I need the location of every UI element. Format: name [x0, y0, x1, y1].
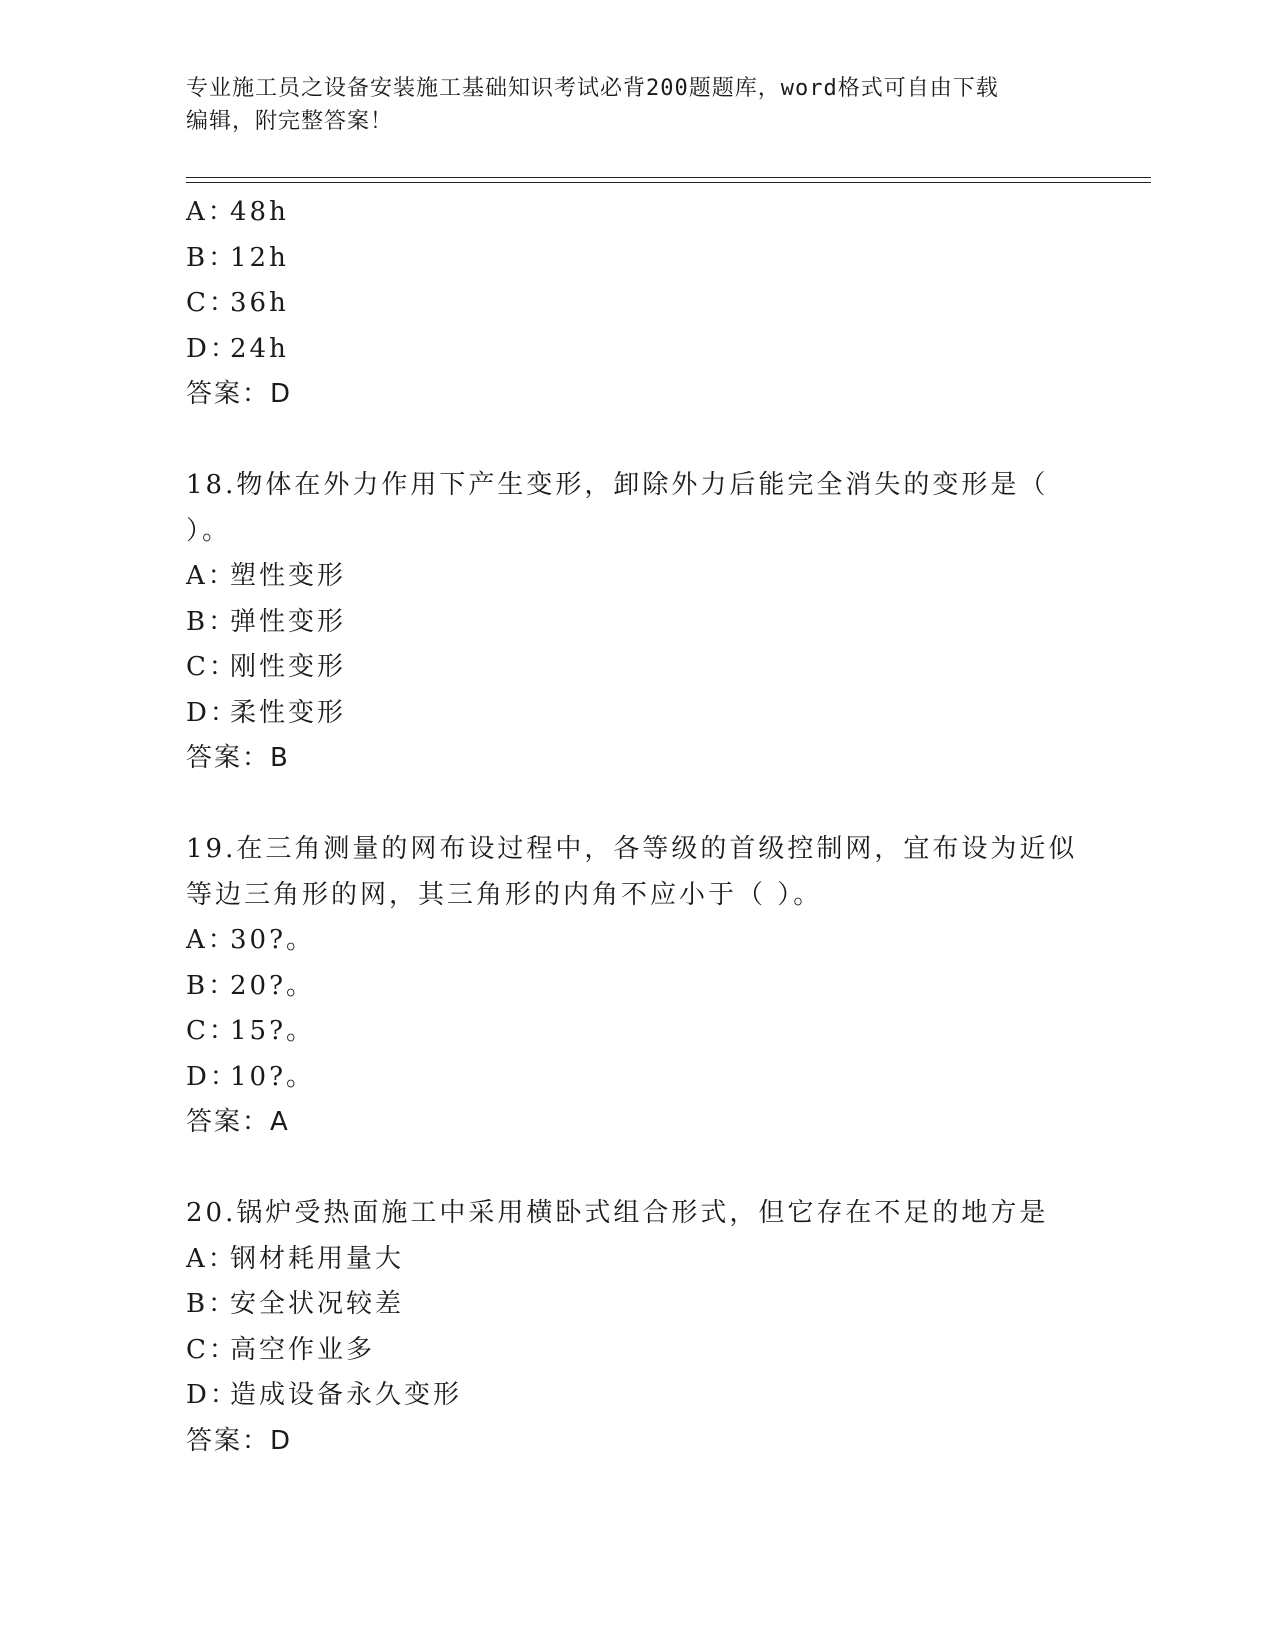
option-text: 36h: [230, 288, 289, 318]
option-d: [186, 1373, 1086, 1419]
option-key: D：: [186, 333, 239, 364]
question-18: [186, 463, 1086, 782]
option-text: 48h: [230, 197, 289, 227]
option-key: D：: [186, 697, 239, 728]
option-text: 安全状况较差: [230, 1289, 405, 1319]
option-b: [186, 236, 1086, 282]
option-text: 塑性变形: [230, 561, 347, 591]
option-a: [186, 1237, 1086, 1283]
option-b: [186, 1282, 1086, 1328]
option-d: [186, 691, 1086, 737]
question-17: [186, 190, 1086, 418]
option-text: 高空作业多: [230, 1334, 376, 1365]
spacer: [186, 782, 1086, 828]
option-text: 刚性变形: [230, 652, 347, 682]
document-header: [186, 72, 1066, 138]
question-stem-line-2: 等边三角形的网，其三角形的内角不应小于（ ）。: [186, 879, 823, 910]
option-d: [186, 1055, 1086, 1101]
option-text: 柔性变形: [230, 697, 347, 728]
option-key: B：: [186, 606, 238, 637]
option-key: A：: [186, 561, 237, 591]
option-text: 20?。: [230, 970, 316, 1001]
option-b: [186, 600, 1086, 646]
option-key: A：: [186, 197, 237, 227]
option-a: [186, 918, 1086, 964]
option-c: [186, 281, 1086, 327]
question-stem-line-1: 19.在三角测量的网布设过程中，各等级的首级控制网，宜布设为近似: [186, 834, 1078, 864]
answer-line: 答案：A: [186, 1107, 290, 1137]
option-key: C：: [186, 652, 238, 682]
question-stem-line-1: 20.锅炉受热面施工中采用横卧式组合形式，但它存在不足的地方是: [186, 1198, 1049, 1228]
header-title-line-2: 编辑，附完整答案！: [186, 109, 394, 134]
option-text: 12h: [230, 242, 289, 273]
question-list: [186, 190, 1086, 1464]
answer-line: 答案：B: [186, 743, 290, 773]
option-c: [186, 1009, 1086, 1055]
option-key: D：: [186, 1380, 239, 1410]
option-key: C：: [186, 288, 238, 318]
question-stem-line-1: 18.物体在外力作用下产生变形，卸除外力后能完全消失的变形是（: [186, 470, 1049, 500]
spacer: [186, 1146, 1086, 1192]
option-a: [186, 554, 1086, 600]
option-text: 10?。: [230, 1061, 316, 1092]
option-text: 造成设备永久变形: [230, 1380, 463, 1410]
spacer: [186, 418, 1086, 464]
header-divider-top: [186, 177, 1151, 178]
option-text: 15?。: [230, 1016, 316, 1046]
question-20: [186, 1191, 1086, 1464]
option-key: B：: [186, 242, 238, 273]
question-19: [186, 827, 1086, 1146]
option-key: B：: [186, 1289, 238, 1319]
option-c: [186, 1328, 1086, 1374]
answer-line: 答案：D: [186, 1425, 293, 1456]
header-title-line-1: 专业施工员之设备安装施工基础知识考试必背200题题库，word格式可自由下载: [186, 76, 999, 101]
header-divider-bottom: [186, 182, 1151, 183]
option-d: [186, 327, 1086, 373]
option-key: C：: [186, 1334, 238, 1365]
option-key: D：: [186, 1061, 239, 1092]
option-c: [186, 645, 1086, 691]
option-key: C：: [186, 1016, 238, 1046]
option-a: [186, 190, 1086, 236]
option-b: [186, 964, 1086, 1010]
option-text: 弹性变形: [230, 606, 347, 637]
option-text: 钢材耗用量大: [230, 1243, 405, 1274]
answer-line: 答案：D: [186, 379, 293, 409]
option-key: B：: [186, 970, 238, 1001]
option-key: A：: [186, 1243, 237, 1274]
option-text: 30?。: [230, 925, 316, 955]
question-stem-line-2: ）。: [186, 515, 232, 546]
option-text: 24h: [230, 333, 289, 364]
option-key: A：: [186, 925, 237, 955]
